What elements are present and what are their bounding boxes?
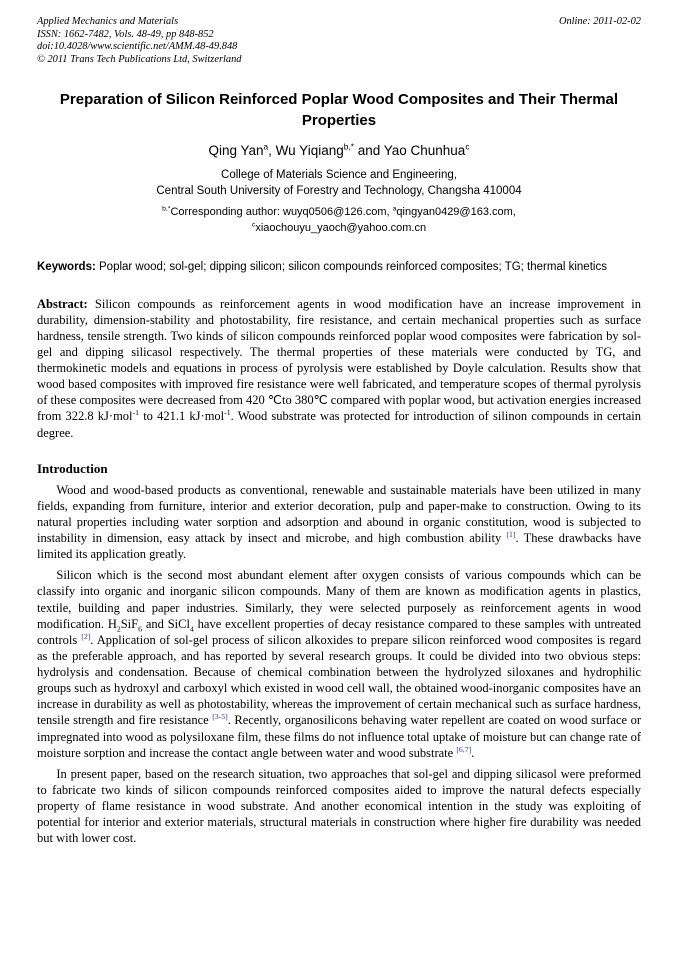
affiliation-block bbox=[37, 167, 641, 199]
authors-line: Qing Yan$^a$, Wu Yiqiang$^{b,*}$ and Yao Chunhua$^c$ bbox=[208, 141, 470, 158]
issn-line: ISSN: 1662-7482, Vols. 48-49, pp 848-852 bbox=[37, 28, 214, 40]
doi-line: doi:10.4028/www.scientific.net/AMM.48-49.848 bbox=[37, 41, 238, 53]
affiliation-line-2: Central South University of Forestry and Technology, Changsha 410004 bbox=[156, 184, 522, 197]
intro-paragraph-1: Wood and wood-based products as conventional, renewable and sustainable materials have been utilized in many fields, expanding from furniture, interior and exterior decoration, pulp and paper-make to construction. Owing to its natural properties including water sorption and adsorption and abound in organic constitution, wood is subjected to instability in dimension, easy attack by insect and microbe, and high combustion ability [1]. These drawbacks have limited its application greatly. bbox=[37, 482, 641, 562]
keywords-block: Keywords: Poplar wood; sol-gel; dipping silicon; silicon compounds reinforced composites; TG; thermal kinetics bbox=[37, 260, 607, 273]
online-date: Online: 2011-02-02 bbox=[558, 16, 641, 27]
introduction-heading: Introduction bbox=[37, 460, 108, 476]
correspondence-line-1: $^{b,*}$Corresponding author: wuyq0506@126.com, $^a$qingyan0429@163.com, bbox=[162, 205, 516, 218]
journal-name: Applied Mechanics and Materials bbox=[37, 16, 179, 27]
abstract-block: Abstract: Silicon compounds as reinforcement agents in wood modification have an increase improvement in durability, dimension-stability and photostability, fire resistance, and certain mechanical properties such as surface hardness, tensile strength. Two kinds of silicon compounds reinforced poplar wood composites were fabrication by sol-gel and dipping silicasol respectively. The thermal properties of these materials were conducted by TG, and thermokinetic models and equations in process of pyrolysis were established by Doyle calculation. Results show that wood based composites with improved fire resistance were well fabricated, and temperature scopes of thermal pyrolysis of these composites were decreased from 420 ℃to 380℃ compared with poplar wood, but activation energies increased from 322.8 kJ·mol$^{-1}$ to 421.1 kJ·mol$^{-1}$. Wood substrate was protected for introduction of silinon compounds in certain degree. bbox=[37, 296, 641, 440]
copyright-line: © 2011 Trans Tech Publications Ltd, Switzerland bbox=[37, 54, 242, 66]
intro-paragraph-2: Silicon which is the second most abundant element after oxygen consists of various compounds which can be classify into organic and inorganic silicon compounds. Many of them are known as modification agents in plastics, textile, building and paper industries. Similarly, they were selected purposely as reinforcement agents in wood modification. $H_2SiF_6$ and SiCl$_4$ have excellent properties of decay resistance compared to these samples with untreated controls [2]. Application of sol-gel process of silicon alkoxides to prepare silicon reinforced wood composites is regard as the preferable approach, and has reported by several research groups. It could be divided into two obvious steps: hydrolysis and condensation. Because of chemical combination between the hydrolyzed siloxanes and hydrophilic groups such as hydroxyl and carboxyl which existed in wood cell wall, the obtained wood-inorganic composites have an increase in durability as well as photostability, whereas the improvement of certain mechanical such as surface hardness, tensile strength and fire resistance [3-5]. Recently, organosilicons behaving water repellent are coated on wood surface or impregnated into wood as polysiloxane film, these films do not influence total uptake of moisture but can change rate of moisture sorption and increase the contact angle between water and wood substrate [6,7]. bbox=[37, 568, 642, 760]
correspondence-line-2: $^c$xiaochouyu_yaoch@yahoo.com.cn bbox=[251, 221, 427, 235]
correspondence-block bbox=[37, 204, 641, 237]
paper-title: Preparation of Silicon Reinforced Poplar Wood Composites and Their Thermal Properties bbox=[59, 90, 619, 129]
affiliation-line-1: College of Materials Science and Engineering, bbox=[221, 168, 457, 181]
intro-paragraph-3: In present paper, based on the research situation, two approaches that sol-gel and dipping silicasol were preformed to fabricate two kinds of silicon compounds reinforced composites aided to improve the natural defects especially property of flame resistance in wood substrate. And another economical intention in the study was exploiting of potential for interior and exterior materials, structural materials in construction where higher fire durability was needed but with lower cost. bbox=[37, 766, 641, 846]
journal-header bbox=[37, 16, 641, 67]
